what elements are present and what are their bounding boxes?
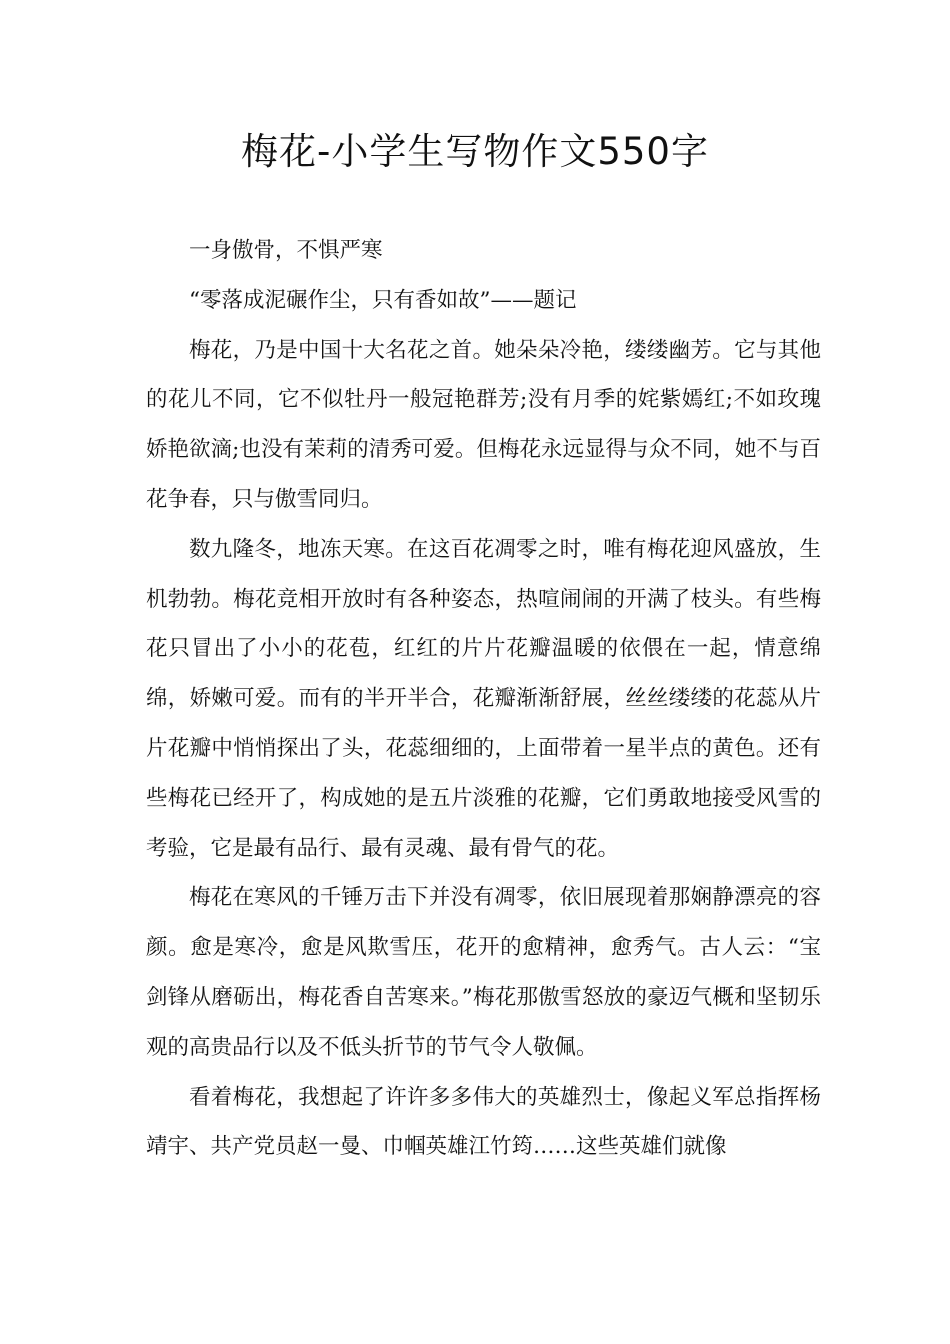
paragraph: 数九隆冬，地冻天寒。在这百花凋零之时，唯有梅花迎风盛放，生机勃勃。梅花竞相开放时有各种姿态，热喧闹闹的开满了枝头。有些梅花只冒出了小小的花苞，红红的片片花瓣温暖的依偎在一起，情意绵绵，娇嫩可爱。而有的半开半合，花瓣渐渐舒展，丝丝缕缕的花蕊从片片花瓣中悄悄探出了头，花蕊细细的，上面带着一星半点的黄色。还有些梅花已经开了，构成她的是五片淡雅的花瓣，它们勇敢地接受风雪的考验，它是最有品行、最有灵魂、最有骨气的花。 <box>146 536 821 861</box>
paragraph: “零落成泥碾作尘，只有香如故”——题记 <box>189 287 577 313</box>
paragraph: 梅花，乃是中国十大名花之首。她朵朵冷艳，缕缕幽芳。它与其他的花儿不同，它不似牡丹一般冠艳群芳;没有月季的姹紫嫣红;不如玫瑰娇艳欲滴;也没有茉莉的清秀可爱。但梅花永远显得与众不同，她不与百花争春，只与傲雪同归。 <box>146 337 821 512</box>
paragraph: 一身傲骨，不惧严寒 <box>189 238 383 263</box>
document-body <box>146 226 821 1172</box>
document-title: 梅花-小学生写物作文550字 <box>241 130 709 173</box>
paragraph: 梅花在寒风的千锤万击下并没有凋零，依旧展现着那娴静漂亮的容颜。愈是寒冷，愈是风欺雪压，花开的愈精神，愈秀气。古人云：“宝剑锋从磨砺出，梅花香自苦寒来。”梅花那傲雪怒放的豪迈气概和坚韧乐观的高贵品行以及不低头折节的节气令人敬佩。 <box>146 885 821 1060</box>
paragraph: 看着梅花，我想起了许许多多伟大的英雄烈士，像起义军总指挥杨靖宇、共产党员赵一曼、巾帼英雄江竹筠……这些英雄们就像 <box>146 1084 821 1160</box>
